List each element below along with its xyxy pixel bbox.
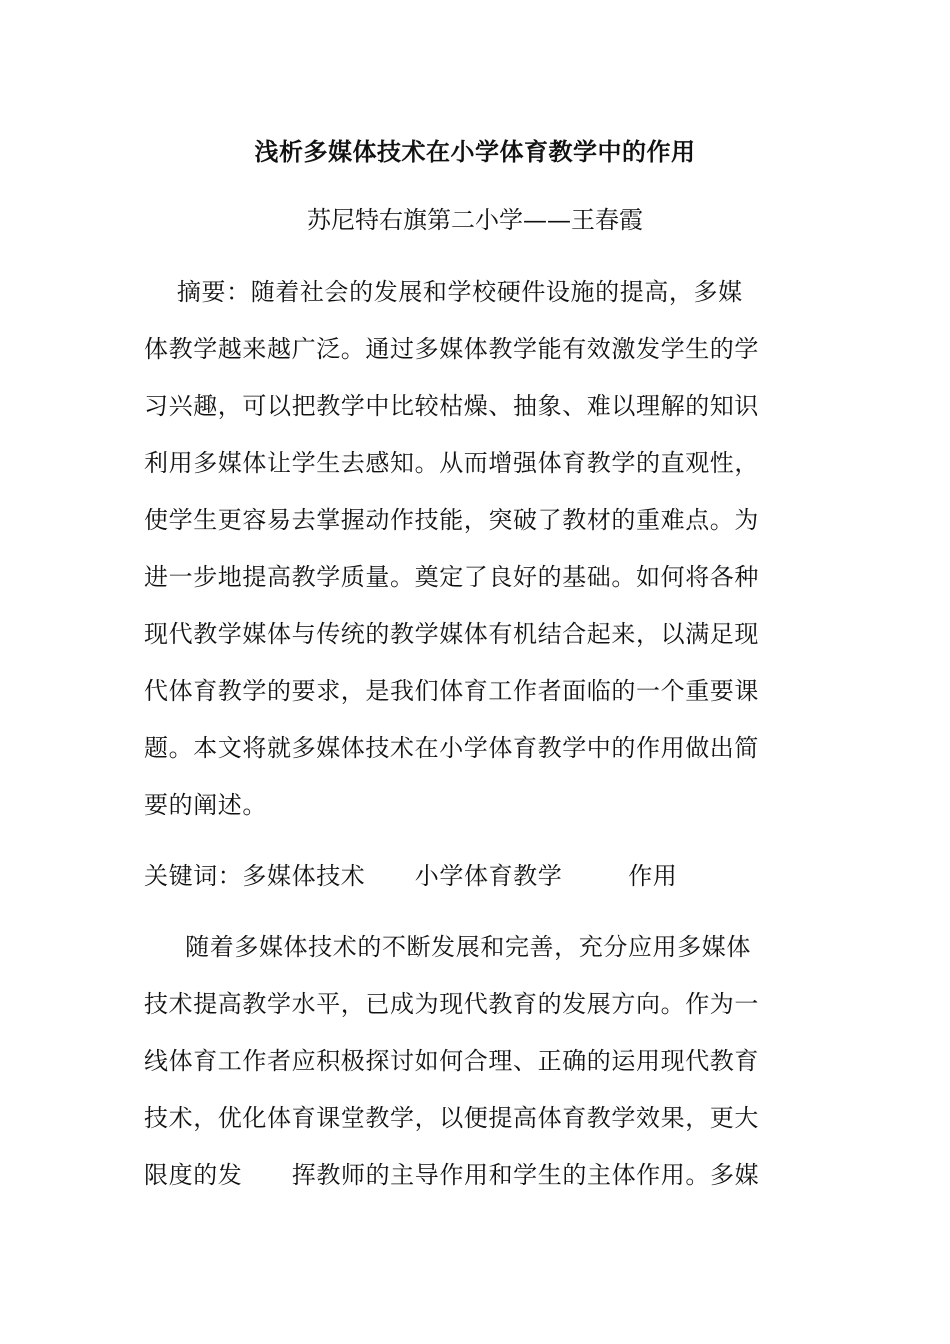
abstract-line: 现代教学媒体与传统的教学媒体有机结合起来，以满足现 [144, 620, 759, 648]
abstract-line: 题。本文将就多媒体技术在小学体育教学中的作用做出简 [144, 734, 759, 762]
keywords-line: 关键词：多媒体技术 小学体育教学 作用 [144, 862, 678, 890]
abstract-line: 利用多媒体让学生去感知。从而增强体育教学的直观性， [144, 449, 759, 477]
abstract-line: 使学生更容易去掌握动作技能，突破了教材的重难点。为 [144, 506, 759, 534]
body-line: 技术，优化体育课堂教学，以便提高体育教学效果，更大 [144, 1104, 759, 1132]
abstract-line: 摘要：随着社会的发展和学校硬件设施的提高，多媒 [144, 278, 743, 306]
abstract-line: 习兴趣，可以把教学中比较枯燥、抽象、难以理解的知识 [144, 392, 759, 420]
body-line: 限度的发 挥教师的主导作用和学生的主体作用。多媒 [144, 1161, 760, 1189]
author-line: 苏尼特右旗第二小学——王春霞 [307, 206, 643, 234]
abstract-line: 体教学越来越广泛。通过多媒体教学能有效激发学生的学 [144, 335, 759, 363]
abstract-line: 要的阐述。 [144, 791, 267, 819]
document-title: 浅析多媒体技术在小学体育教学中的作用 [254, 137, 696, 166]
abstract-line: 进一步地提高教学质量。奠定了良好的基础。如何将各种 [144, 563, 759, 591]
body-line: 随着多媒体技术的不断发展和完善，充分应用多媒体 [144, 933, 751, 961]
abstract-line: 代体育教学的要求，是我们体育工作者面临的一个重要课 [144, 677, 759, 705]
body-line: 线体育工作者应积极探讨如何合理、正确的运用现代教育 [144, 1047, 759, 1075]
body-line: 技术提高教学水平，已成为现代教育的发展方向。作为一 [144, 990, 759, 1018]
